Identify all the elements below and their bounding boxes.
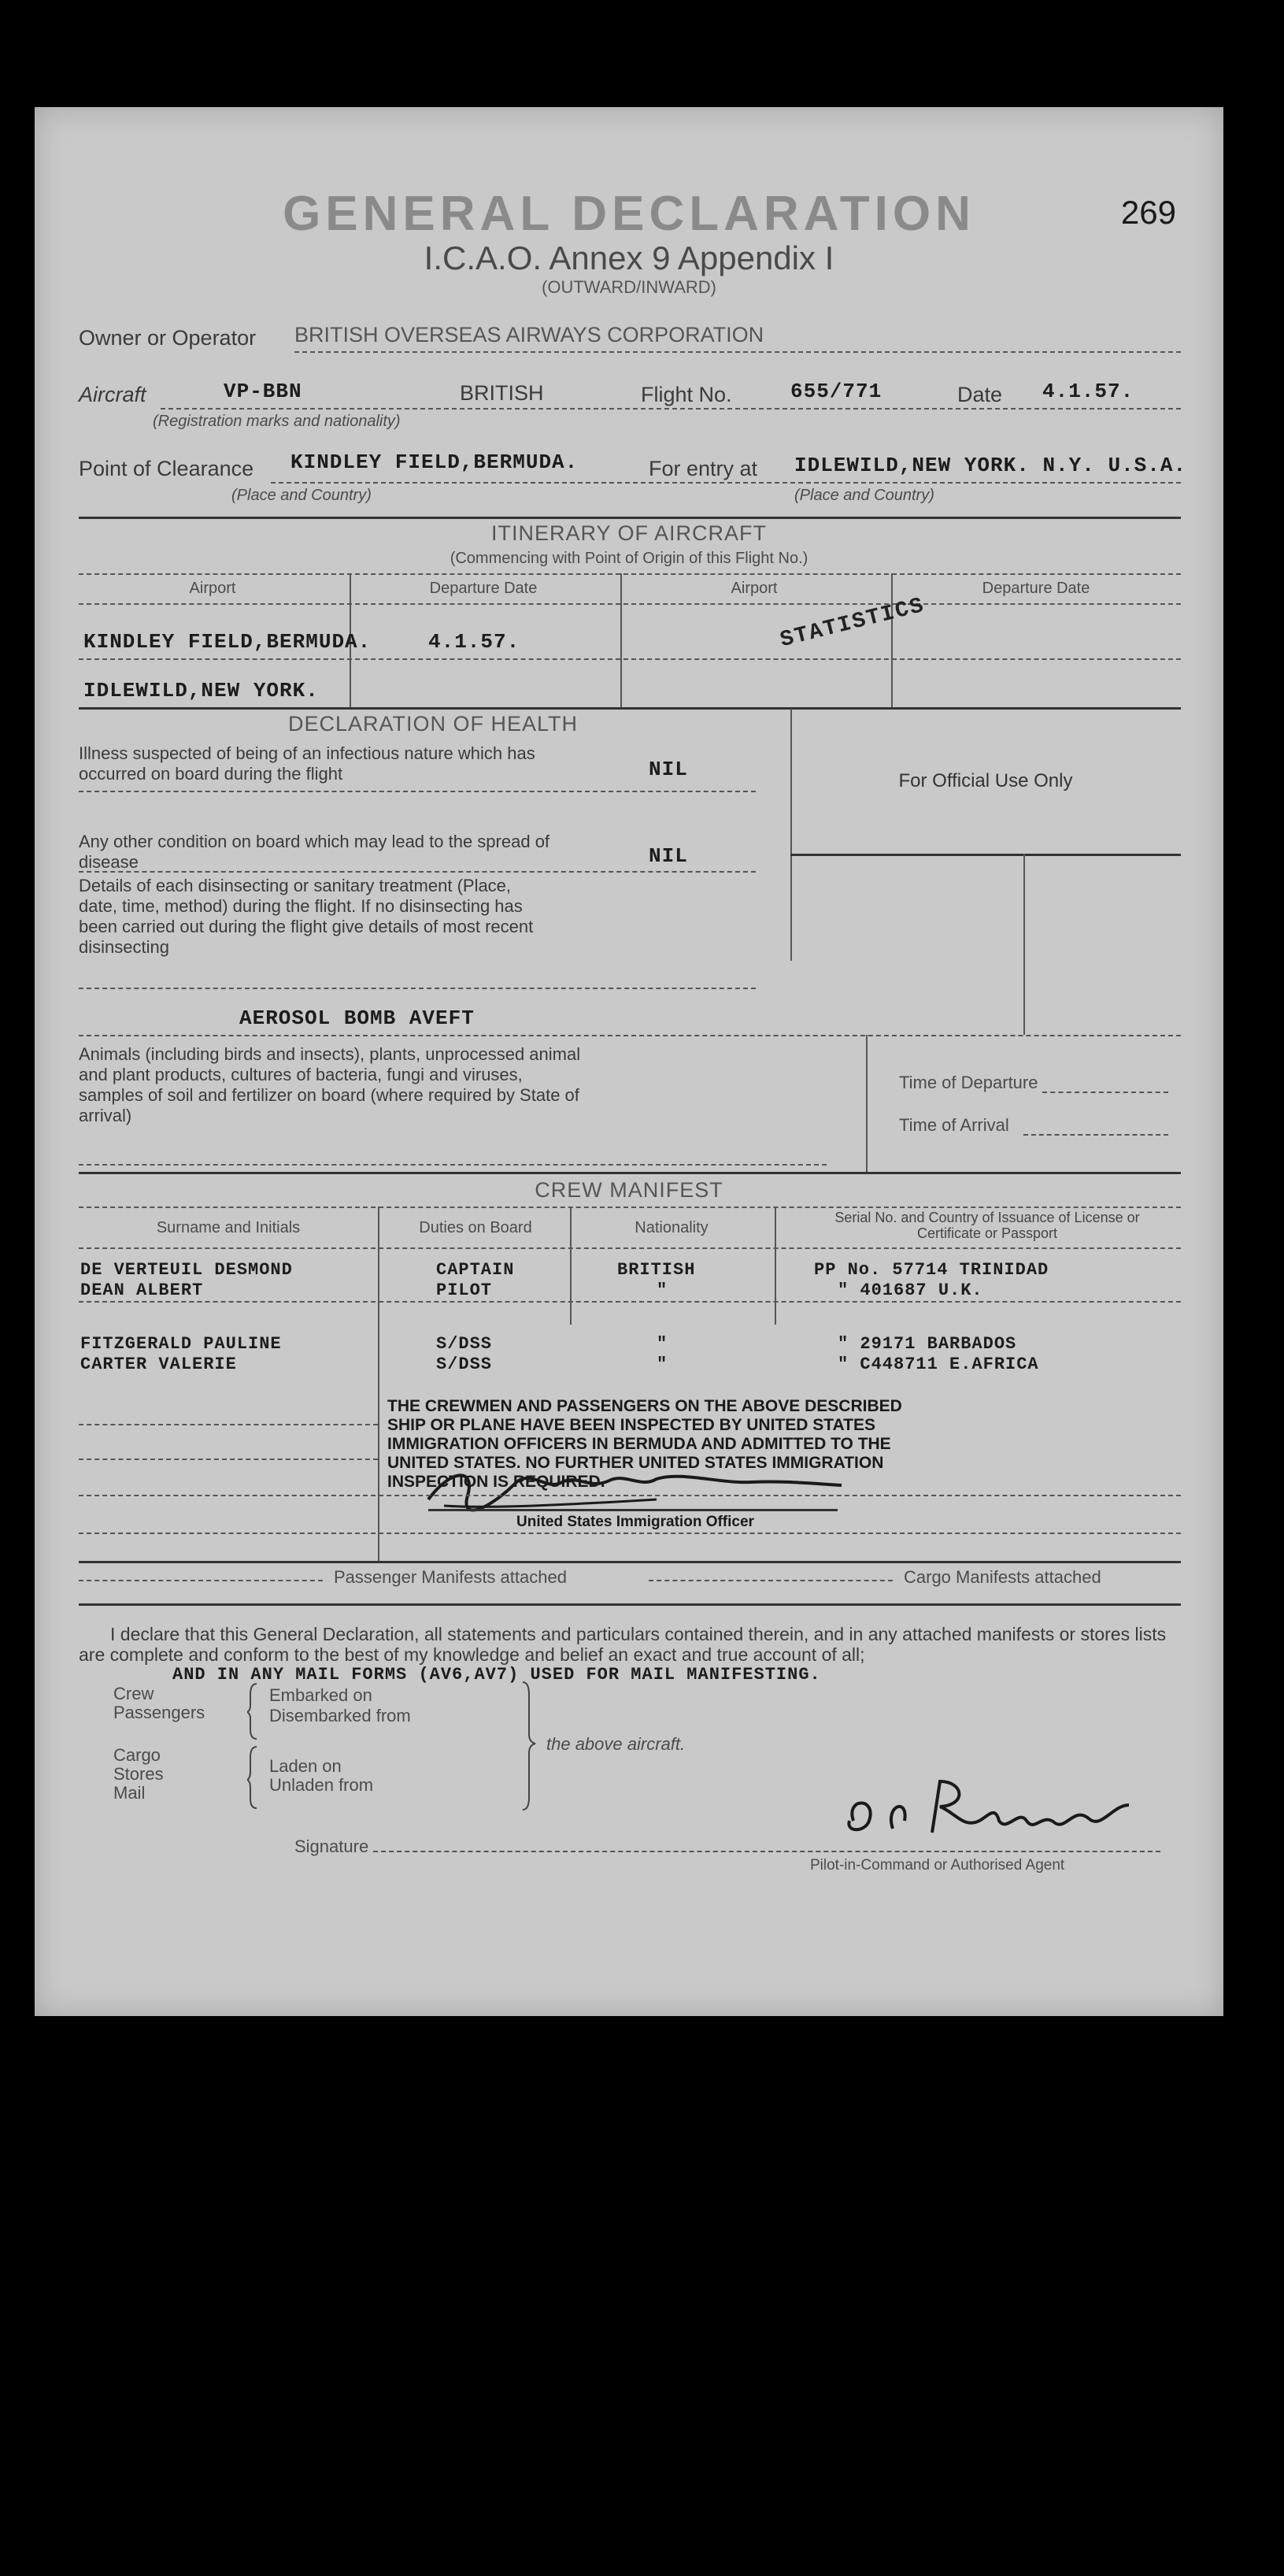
health-official-divider: [790, 709, 792, 961]
crew-row-3-nationality: ": [657, 1334, 668, 1354]
pilot-signature: [830, 1774, 1145, 1852]
aircraft-label: Aircraft: [79, 383, 146, 406]
owner-label: Owner or Operator: [79, 326, 257, 350]
aircraft-note: (Registration marks and nationality): [153, 413, 401, 430]
owner-value: BRITISH OVERSEAS AIRWAYS CORPORATION: [294, 323, 764, 347]
signature-label: Signature: [294, 1837, 369, 1856]
crew-row-4-duties: S/DSS: [436, 1355, 493, 1374]
crew-blank-line-2: [79, 1458, 378, 1460]
laden-label: Laden on: [269, 1756, 342, 1776]
crew-col-license: Serial No. and Country of Issuance of License or Certificate or Passport: [834, 1210, 1140, 1241]
crew-row-2-name: DEAN ALBERT: [80, 1281, 204, 1300]
itinerary-divider-3: [891, 573, 893, 707]
cargo-manifests-line-left: [649, 1580, 893, 1581]
cargo-label: Cargo: [113, 1745, 161, 1765]
health-bottom-rule: [79, 1172, 1181, 1174]
passengers-label: Passengers: [113, 1703, 205, 1722]
crew-col-nationality: Nationality: [635, 1219, 709, 1236]
crew-label: Crew: [113, 1684, 154, 1703]
itinerary-heading: ITINERARY OF AIRCRAFT: [490, 521, 768, 545]
itinerary-row-1-date: 4.1.57.: [428, 630, 520, 654]
time-divider: [866, 1035, 868, 1172]
crew-divider-3: [775, 1206, 776, 1325]
mail-label: Mail: [113, 1783, 146, 1803]
embarked-label: Embarked on: [269, 1685, 372, 1705]
signature-line: [373, 1851, 1160, 1852]
itinerary-col-date-2: Departure Date: [982, 580, 1090, 597]
crew-divider-1: [378, 1206, 379, 1561]
crew-row-1-nationality: BRITISH: [617, 1260, 696, 1280]
itinerary-subheading: (Commencing with Point of Origin of this Flight No.): [450, 550, 809, 567]
declaration-typed-addition: AND IN ANY MAIL FORMS (AV6,AV7) USED FOR MAIL MANIFESTING.: [172, 1665, 821, 1685]
itinerary-bottom-rule: [79, 707, 1181, 710]
owner-line: [294, 351, 1181, 353]
official-use-rule: [790, 854, 1181, 856]
crew-col-rule: [79, 1247, 1181, 1249]
official-use-divider: [1023, 854, 1025, 1035]
crew-row-4-name: CARTER VALERIE: [80, 1355, 237, 1374]
crew-blank-line-4: [79, 1533, 1181, 1534]
animals-text: Animals (including birds and insects), plants, unprocessed animal and plant products, cultures of bacteria, fungi and viruses, samples of soil and fertilizer on board (where required by State of arrival): [79, 1044, 581, 1125]
date-value: 4.1.57.: [1042, 380, 1134, 403]
health-q1-line: [79, 791, 756, 792]
declaration-braces: [247, 1679, 538, 1813]
crew-row-1-license: PP No. 57714 TRINIDAD: [814, 1260, 1049, 1280]
animals-line: [79, 1164, 827, 1166]
itinerary-col-airport-2: Airport: [731, 580, 778, 597]
crew-row-2-license: " 401687 U.K.: [838, 1281, 983, 1300]
entry-label: For entry at: [649, 457, 758, 480]
health-q3: Details of each disinsecting or sanitary treatment (Place, date, time, method) during the flight. If no disinsecting has been carried out during the flight give details of most recent disinsecting: [79, 876, 534, 957]
clearance-label: Point of Clearance: [79, 457, 254, 480]
health-q2-line: [79, 871, 756, 873]
cargo-manifests-label: Cargo Manifests attached: [904, 1567, 1101, 1587]
disembarked-label: Disembarked from: [269, 1706, 411, 1725]
itinerary-row-2-airport: IDLEWILD,NEW YORK.: [83, 679, 319, 702]
crew-row-3-license: " 29171 BARBADOS: [838, 1334, 1017, 1354]
crew-header-rule: [79, 1206, 1181, 1208]
health-a1: NIL: [649, 758, 688, 781]
immigration-officer-label: United States Immigration Officer: [516, 1514, 754, 1530]
health-a3: AEROSOL BOMB AVEFT: [239, 1006, 475, 1030]
signer-label: Pilot-in-Command or Authorised Agent: [810, 1857, 1065, 1874]
crew-col-duties: Duties on Board: [419, 1219, 532, 1236]
crew-row-1-duties: CAPTAIN: [436, 1260, 515, 1280]
crew-bottom-rule: [79, 1561, 1181, 1563]
crew-row-2-duties: PILOT: [436, 1281, 493, 1300]
itinerary-row-1-airport: KINDLEY FIELD,BERMUDA.: [83, 630, 372, 654]
crew-row-3-duties: S/DSS: [436, 1334, 493, 1354]
immigration-officer-signature: [420, 1460, 846, 1515]
unladen-label: Unladen from: [269, 1775, 374, 1795]
health-heading: DECLARATION OF HEALTH: [287, 712, 579, 736]
aircraft-nationality: BRITISH: [460, 381, 544, 405]
aircraft-registration: VP-BBN: [224, 380, 302, 403]
direction-note: (OUTWARD/INWARD): [542, 277, 716, 297]
itinerary-col-rule: [79, 603, 1181, 605]
date-label: Date: [957, 383, 1003, 406]
statistics-stamp: STATISTICS: [778, 593, 927, 654]
health-a3-line: [79, 1035, 1181, 1036]
time-departure-label: Time of Departure: [899, 1073, 1038, 1092]
crew-row-1-name: DE VERTEUIL DESMOND: [80, 1260, 293, 1280]
declaration-text: I declare that this General Declaration, all statements and particulars contained therein, and in any attached manifests or stores lists are complete and conform to the best of my knowledge and belief an exact and true account of all;: [79, 1624, 1167, 1665]
itinerary-header-rule: [79, 573, 1181, 575]
crew-row-3-name: FITZGERALD PAULINE: [80, 1334, 282, 1354]
crew-blank-line-1: [79, 1424, 378, 1425]
health-q3-line: [79, 988, 756, 989]
declaration-document: [35, 107, 1223, 2016]
crew-heading: CREW MANIFEST: [535, 1178, 723, 1202]
entry-value: IDLEWILD,NEW YORK. N.Y. U.S.A.: [794, 454, 1187, 477]
immigration-officer-line: [428, 1509, 838, 1511]
itinerary-divider-2: [620, 573, 622, 707]
crew-row-rule: [79, 1301, 1181, 1303]
page-number: 269: [1120, 194, 1176, 231]
itinerary-top-rule: [79, 517, 1181, 519]
health-q2: Any other condition on board which may lead to the spread of disease: [79, 832, 550, 872]
document-title: GENERAL DECLARATION: [283, 187, 975, 241]
crew-divider-2: [570, 1206, 572, 1325]
immigration-clearance-stamp: THE CREWMEN AND PASSENGERS ON THE ABOVE DESCRIBED SHIP OR PLANE HAVE BEEN INSPECTED BY UNITED STATES IMMIGRATION OFFICERS IN BERMUDA AND ADMITTED TO THE UNITED STATES. NO FURTHER UNITED STATES IMMIGRATION INSPECTION IS REQUIRED.: [387, 1397, 902, 1491]
clearance-value: KINDLEY FIELD,BERMUDA.: [290, 450, 579, 474]
itinerary-col-date-1: Departure Date: [429, 580, 538, 597]
itinerary-row-rule: [79, 658, 1181, 660]
crew-row-4-nationality: ": [657, 1355, 668, 1374]
document-subtitle: I.C.A.O. Annex 9 Appendix I: [424, 239, 834, 276]
time-arrival-label: Time of Arrival: [899, 1115, 1009, 1135]
aircraft-line: [161, 408, 1181, 410]
above-aircraft-label: the above aircraft.: [546, 1734, 686, 1754]
passenger-manifests-line-left: [79, 1580, 323, 1581]
clearance-note-left: (Place and Country): [231, 487, 372, 504]
stores-label: Stores: [113, 1764, 164, 1784]
clearance-note-right: (Place and Country): [794, 487, 934, 504]
flight-number: 655/771: [790, 380, 883, 403]
health-q1: Illness suspected of being of an infectious nature which has occurred on board during the flight: [79, 743, 535, 784]
crew-col-name: Surname and Initials: [156, 1219, 301, 1236]
manifests-bottom-rule: [79, 1603, 1181, 1606]
crew-row-2-nationality: ": [657, 1281, 668, 1300]
health-a2: NIL: [649, 844, 688, 868]
time-arrival-line: [1023, 1134, 1168, 1136]
time-departure-line: [1042, 1092, 1168, 1093]
crew-row-4-license: " C448711 E.AFRICA: [838, 1355, 1039, 1374]
official-use-label: For Official Use Only: [898, 770, 1073, 791]
crew-blank-line-3: [79, 1495, 1181, 1496]
passenger-manifests-label: Passenger Manifests attached: [334, 1567, 567, 1587]
flight-label: Flight No.: [641, 383, 732, 406]
itinerary-col-airport-1: Airport: [189, 580, 236, 597]
clearance-line: [271, 482, 1181, 484]
